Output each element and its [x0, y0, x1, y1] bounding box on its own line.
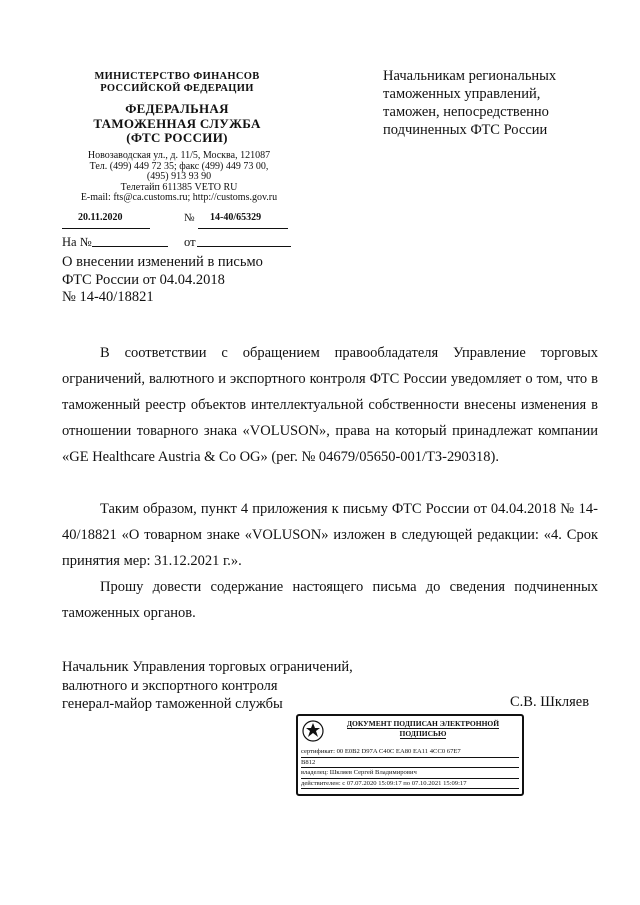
recipient-block [383, 67, 603, 139]
body-paragraph-3: Прошу довести содержание настоящего письма до сведения подчиненных таможенных органов. [62, 579, 598, 621]
in-reply-to-blank [92, 246, 168, 247]
agency-line-3: (ФТС РОССИИ) [126, 130, 228, 145]
agency-line-2: ТАМОЖЕННАЯ СЛУЖБА [93, 115, 261, 131]
ministry-line-1: МИНИСТЕРСТВО ФИНАНСОВ [94, 71, 260, 82]
agency-line-1: ФЕДЕРАЛЬНАЯ [125, 101, 229, 116]
date-underline [62, 228, 150, 229]
teletype-line: Телетайп 611385 VETO RU [120, 181, 238, 193]
subject-line-3: № 14-40/18821 [62, 289, 154, 305]
signatory-position [62, 658, 353, 714]
stamp-certificate-cont: B812 [301, 758, 519, 769]
recipient-line-3: таможен, непосредственно [383, 104, 549, 120]
stamp-title-line-1: ДОКУМЕНТ ПОДПИСАН ЭЛЕКТРОННОЙ [346, 719, 500, 728]
address-line: Новозаводская ул., д. 11/5, Москва, 121087 [87, 150, 271, 161]
stamp-title-line-2: ПОДПИСЬЮ [399, 729, 447, 738]
stamp-title [328, 719, 518, 739]
subject-line-1: О внесении изменений в письмо [62, 254, 263, 270]
letter-subject [62, 254, 302, 307]
letter-number: 14-40/65329 [210, 212, 262, 223]
ministry-line-2: РОССИЙСКОЙ ФЕДЕРАЦИИ [100, 83, 254, 94]
number-underline [198, 228, 288, 229]
position-line-3: генерал-майор таможенной службы [62, 696, 283, 712]
agency-header [72, 102, 282, 146]
signatory-name: С.В. Шкляев [510, 694, 590, 710]
stamp-validity: действителен: с 07.07.2020 15:09:17 по 07.10.2021 15:09:17 [301, 779, 519, 790]
subject-line-2: ФТС России от 04.04.2018 [62, 271, 225, 288]
body-paragraph-1: В соответствии с обращением правообладателя Управление торговых ограничений, валютного и экспортного контроля ФТС России уведомляет о том, что в таможенный реестр объектов интеллектуальной собственности внесены изменения в отношении товарного знака «VOLUSON», права на который принадлежат компании «GE Healthcare Austria & Co OG» (рег. № 04679/05650-001/ТЗ-290318). [62, 345, 598, 465]
position-line-1: Начальник Управления торговых ограничений, [62, 659, 353, 675]
emblem-icon [302, 720, 324, 742]
letter-date: 20.11.2020 [78, 212, 123, 223]
in-reply-to-label: На № [62, 235, 92, 249]
stamp-details [301, 747, 519, 789]
phone-line-2: (495) 913 93 90 [146, 171, 212, 182]
e-signature-stamp [296, 714, 524, 796]
sender-address [62, 151, 296, 204]
stamp-certificate: сертификат: 00 E0B2 D97A C40C EA80 EA11 4CC0 67E7 [301, 747, 519, 758]
from-date-blank [197, 246, 291, 247]
number-sign: № [184, 212, 195, 224]
phone-line: Тел. (499) 449 72 35; факс (499) 449 73 00, [89, 160, 269, 172]
recipient-line-2: таможенных управлений, [383, 86, 541, 102]
ministry-header [72, 71, 282, 95]
position-line-2: валютного и экспортного контроля [62, 677, 278, 694]
recipient-line-4: подчиненных ФТС России [383, 122, 548, 138]
recipient-line-1: Начальникам региональных [383, 68, 557, 84]
email-line: E-mail: fts@ca.customs.ru; http://customs.gov.ru [80, 192, 278, 203]
stamp-owner: владелец: Шкляев Сергей Владимирович [301, 768, 519, 779]
from-date-label: от [184, 235, 196, 249]
body-paragraph-2: Таким образом, пункт 4 приложения к письму ФТС России от 04.04.2018 № 14-40/18821 «О товарном знаке «VOLUSON» изложен в следующей редакции: «4. Срок принятия мер: 31.12.2021 г.». [62, 501, 598, 569]
